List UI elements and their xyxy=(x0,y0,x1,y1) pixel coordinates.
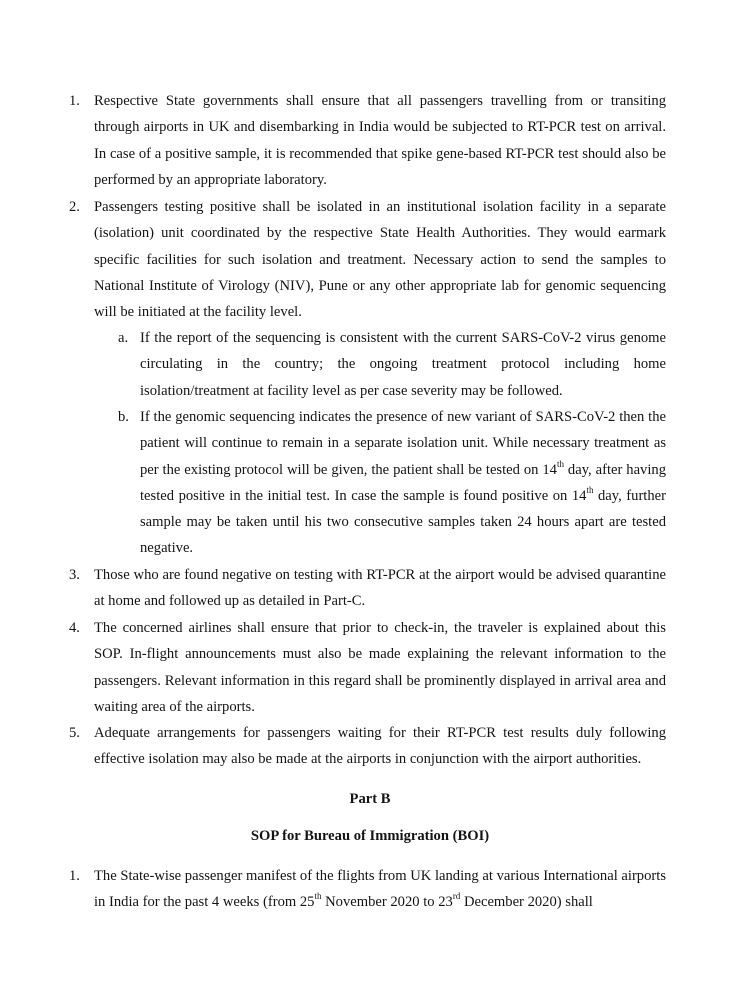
list-number: 3. xyxy=(69,567,80,583)
list-number: 5. xyxy=(69,725,80,741)
list-number: 4. xyxy=(69,620,80,636)
sublist-letter: b. xyxy=(118,409,129,425)
list-item-text: Respective State governments shall ensure that all passengers travelling from or transiting through airports in UK and disembarking in India would be subjected to RT-PCR test on arrival. In case of a positive sample, it is recommended that spike gene-based RT-PCR test should also be performed by an appropriate laboratory. xyxy=(94,93,666,188)
section-subheading: SOP for Bureau of Immigration (BOI) xyxy=(250,828,490,844)
list-number: 2. xyxy=(69,199,80,215)
sublist-item-text: If the genomic sequencing indicates the presence of new variant of SARS-CoV-2 then the patient will continue to remain in a separate isolation unit. While necessary treatment as per the existing protocol will be given, the patient shall be tested on 14th day, after having tested positive in the initial test. In case the sample is found positive on 14th day, further sample may be taken until his two consecutive samples taken 24 hours apart are tested negative. xyxy=(140,409,666,557)
list-number: 1. xyxy=(69,93,80,109)
list-item-text: The State-wise passenger manifest of the flights from UK landing at various International airports in India for the past 4 weeks (from 25th November 2020 to 23rd December 2020) shall xyxy=(94,868,666,911)
list-number: 1. xyxy=(69,868,80,884)
list-item-text: Those who are found negative on testing with RT-PCR at the airport would be advised quarantine at home and followed up as detailed in Part-C. xyxy=(94,567,666,610)
list-item-text: Adequate arrangements for passengers waiting for their RT-PCR test results duly following effective isolation may also be made at the airports in conjunction with the airport authorities. xyxy=(94,725,666,768)
sublist-letter: a. xyxy=(118,330,129,346)
sublist-item-text: If the report of the sequencing is consistent with the current SARS-CoV-2 virus genome circulating in the country; the ongoing treatment protocol including home isolation/treatment at facility level as per case severity may be followed. xyxy=(140,330,666,399)
list-item-text: The concerned airlines shall ensure that prior to check-in, the traveler is explained about this SOP. In-flight announcements must also be made explaining the relevant information to the passengers. Relevant information in this regard shall be prominently displayed in arrival area and waiting area of the airports. xyxy=(94,620,666,715)
list-item-text: Passengers testing positive shall be isolated in an institutional isolation facility in a separate (isolation) unit coordinated by the respective State Health Authorities. They would earmark specific facilities for such isolation and treatment. Necessary action to send the samples to National Institute of Virology (NIV), Pune or any other appropriate lab for genomic sequencing will be initiated at the facility level. xyxy=(94,199,666,321)
section-heading: Part B xyxy=(349,791,391,807)
